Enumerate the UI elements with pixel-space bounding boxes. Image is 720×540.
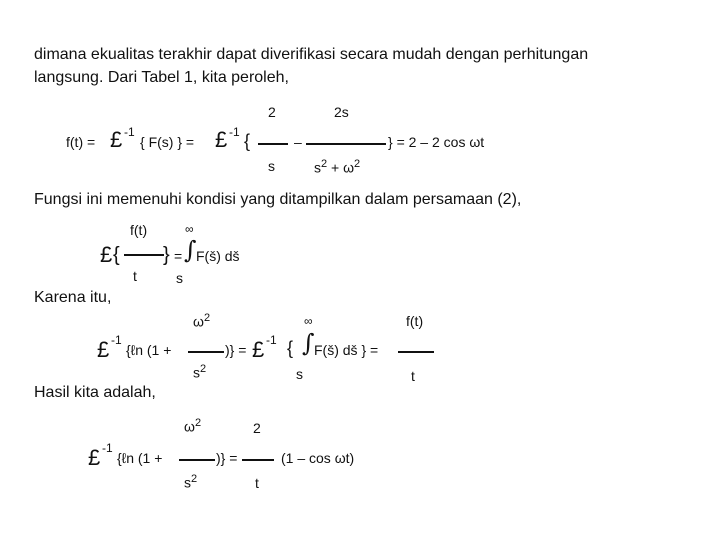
minus-sign: – bbox=[294, 134, 302, 150]
fraction-numerator: $\omega^2$ bbox=[193, 312, 211, 330]
fraction-denominator: s bbox=[268, 158, 275, 174]
inverse-exponent: -1 bbox=[111, 333, 122, 347]
ln-open: {ℓn (1 + bbox=[117, 450, 163, 466]
laplace-symbol: £ bbox=[100, 242, 113, 267]
paragraph-line: Hasil kita adalah, bbox=[34, 384, 156, 401]
eq1-lhs: f(t) = bbox=[66, 134, 96, 150]
integrand: F(š) dš bbox=[196, 248, 240, 264]
paragraph-line: dimana ekualitas terakhir dapat diverifikasi secara mudah dengan perhitungan bbox=[34, 46, 589, 63]
laplace-symbol: £ bbox=[88, 445, 101, 470]
fraction-bar bbox=[179, 459, 215, 461]
integral-upper-limit: ∞ bbox=[185, 222, 194, 236]
fraction-denominator: t bbox=[255, 475, 259, 491]
fraction-denominator: $s^2$ bbox=[193, 363, 207, 381]
fraction-denominator: t bbox=[133, 268, 137, 284]
paragraph-line: Fungsi ini memenuhi kondisi yang ditampilkan dalam persamaan (2), bbox=[34, 191, 522, 208]
fraction-bar bbox=[242, 459, 274, 461]
laplace-symbol: £ bbox=[97, 337, 110, 362]
fraction-numerator: 2 bbox=[253, 420, 261, 436]
brace-open: { bbox=[244, 131, 251, 151]
eq1-rhs: } = 2 – 2 cos ωt bbox=[388, 134, 485, 150]
paragraph-line: Karena itu, bbox=[34, 289, 112, 306]
ln-close: )} = bbox=[225, 342, 247, 358]
equals-sign: = bbox=[174, 248, 183, 264]
eq1-Fs: { F(s) } = bbox=[140, 134, 195, 150]
brace-open: { bbox=[113, 244, 120, 266]
laplace-symbol: £ bbox=[252, 337, 265, 362]
inverse-exponent: -1 bbox=[102, 441, 113, 455]
integral-sign: ∫ bbox=[184, 236, 197, 264]
integral-lower-limit: s bbox=[296, 366, 303, 382]
eq4-rhs: (1 – cos ωt) bbox=[281, 450, 355, 466]
fraction-numerator: 2 bbox=[268, 104, 276, 120]
ln-close: )} = bbox=[216, 450, 238, 466]
laplace-symbol: £ bbox=[110, 127, 123, 152]
fraction-denominator: $s^2 + \omega^2$ bbox=[314, 158, 361, 176]
fraction-denominator: t bbox=[411, 368, 415, 384]
fraction-numerator: f(t) bbox=[130, 222, 148, 238]
inverse-exponent: -1 bbox=[124, 125, 135, 139]
integral-sign: ∫ bbox=[302, 329, 315, 357]
fraction-numerator: $\omega^2$ bbox=[184, 417, 202, 435]
laplace-symbol: £ bbox=[215, 127, 228, 152]
integral-upper-limit: ∞ bbox=[304, 314, 313, 328]
fraction-numerator: 2s bbox=[334, 104, 349, 120]
inverse-exponent: -1 bbox=[266, 333, 277, 347]
inverse-exponent: -1 bbox=[229, 125, 240, 139]
brace-close: } bbox=[163, 244, 170, 266]
paragraph-line: langsung. Dari Tabel 1, kita peroleh, bbox=[34, 69, 289, 86]
brace-open: { bbox=[287, 338, 294, 358]
integrand: F(š) dš } = bbox=[314, 342, 379, 358]
fraction-numerator: f(t) bbox=[406, 313, 424, 329]
integral-lower-limit: s bbox=[176, 270, 183, 286]
ln-open: {ℓn (1 + bbox=[126, 342, 172, 358]
fraction-denominator: $s^2$ bbox=[184, 473, 198, 491]
